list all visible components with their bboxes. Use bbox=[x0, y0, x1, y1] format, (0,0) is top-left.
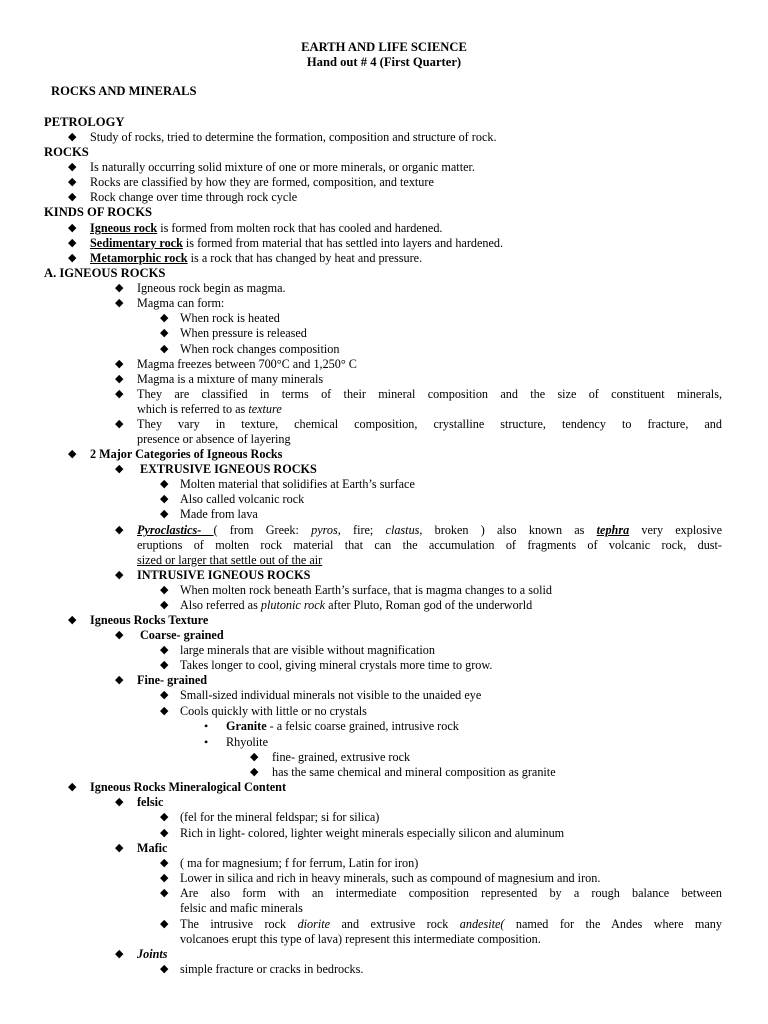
diamond-bullet-icon: ◆ bbox=[115, 569, 124, 581]
diamond-bullet-icon: ◆ bbox=[160, 312, 169, 324]
round-bullet-icon: • bbox=[204, 719, 209, 733]
rocks-heading: ROCKS bbox=[44, 145, 89, 159]
diamond-bullet-icon: ◆ bbox=[160, 827, 169, 839]
diamond-bullet-icon: ◆ bbox=[68, 781, 77, 793]
rocks-item: Is naturally occurring solid mixture of one or more minerals, or organic matter. bbox=[90, 160, 475, 174]
felsic-heading: felsic bbox=[137, 795, 164, 809]
diamond-bullet-icon: ◆ bbox=[115, 297, 124, 309]
diamond-bullet-icon: ◆ bbox=[68, 237, 77, 249]
igneous-item-cont: which is referred to as texture bbox=[137, 402, 282, 416]
term-granite: Granite bbox=[226, 719, 267, 733]
igneous-item-cont: presence or absence of layering bbox=[137, 432, 291, 446]
joints-item: simple fracture or cracks in bedrocks. bbox=[180, 962, 364, 976]
diamond-bullet-icon: ◆ bbox=[160, 659, 169, 671]
diamond-bullet-icon: ◆ bbox=[250, 751, 259, 763]
mafic-item-cont: volcanoes erupt this type of lava) represent this intermediate composition. bbox=[180, 932, 541, 946]
petrology-heading: PETROLOGY bbox=[44, 115, 125, 129]
diamond-bullet-icon: ◆ bbox=[115, 463, 124, 475]
diamond-bullet-icon: ◆ bbox=[115, 629, 124, 641]
extrusive-item: Also called volcanic rock bbox=[180, 492, 305, 506]
diamond-bullet-icon: ◆ bbox=[160, 918, 169, 930]
diamond-bullet-icon: ◆ bbox=[250, 766, 259, 778]
igneous-heading: A. IGNEOUS ROCKS bbox=[44, 266, 166, 280]
diamond-bullet-icon: ◆ bbox=[115, 373, 124, 385]
term-tephra: tephra bbox=[596, 523, 630, 537]
diamond-bullet-icon: ◆ bbox=[160, 857, 169, 869]
diamond-bullet-icon: ◆ bbox=[115, 388, 124, 400]
diamond-bullet-icon: ◆ bbox=[115, 796, 124, 808]
diamond-bullet-icon: ◆ bbox=[160, 644, 169, 656]
term-metamorphic-rock: Metamorphic rock bbox=[90, 251, 188, 265]
mineral-heading: Igneous Rocks Mineralogical Content bbox=[90, 780, 287, 794]
mafic-item: The intrusive rock diorite and extrusive rock andesite( named for the Andes where many bbox=[180, 917, 722, 931]
extrusive-item: Molten material that solidifies at Earth’s surface bbox=[180, 477, 415, 491]
intrusive-item: When molten rock beneath Earth’s surface, that is magma changes to a solid bbox=[180, 583, 552, 597]
diamond-bullet-icon: ◆ bbox=[115, 282, 124, 294]
diamond-bullet-icon: ◆ bbox=[68, 176, 77, 188]
diamond-bullet-icon: ◆ bbox=[160, 887, 169, 899]
pyroclastics-line: eruptions of molten rock material that can the accumulation of fragments of volcanic rock, dust- bbox=[137, 538, 722, 552]
diamond-bullet-icon: ◆ bbox=[160, 599, 169, 611]
petrology-item: Study of rocks, tried to determine the formation, composition and structure of rock. bbox=[90, 130, 497, 144]
rocks-item: Rock change over time through rock cycle bbox=[90, 190, 298, 204]
document-subtitle: Hand out # 4 (First Quarter) bbox=[306, 55, 462, 69]
diamond-bullet-icon: ◆ bbox=[115, 842, 124, 854]
kinds-item-sedimentary: Sedimentary rock is formed from material that has settled into layers and hardened. bbox=[90, 236, 504, 250]
pyroclastics-line: Pyroclastics- ( from Greek: pyros, fire; clastus, broken ) also known as tephra very explosive bbox=[137, 523, 722, 537]
fine-item: Cools quickly with little or no crystals bbox=[180, 704, 367, 718]
igneous-item: Magma can form: bbox=[137, 296, 225, 310]
diamond-bullet-icon: ◆ bbox=[115, 948, 124, 960]
diamond-bullet-icon: ◆ bbox=[160, 872, 169, 884]
igneous-item: Magma freezes between 700°C and 1,250° C bbox=[137, 357, 357, 371]
diamond-bullet-icon: ◆ bbox=[68, 191, 77, 203]
diamond-bullet-icon: ◆ bbox=[115, 358, 124, 370]
diamond-bullet-icon: ◆ bbox=[160, 343, 169, 355]
diamond-bullet-icon: ◆ bbox=[115, 524, 124, 536]
coarse-heading: Coarse- grained bbox=[140, 628, 224, 642]
diamond-bullet-icon: ◆ bbox=[160, 493, 169, 505]
pyroclastics-line: sized or larger that settle out of the air bbox=[137, 553, 323, 567]
mafic-item: ( ma for magnesium; f for ferrum, Latin for iron) bbox=[180, 856, 419, 870]
diamond-bullet-icon: ◆ bbox=[68, 448, 77, 460]
diamond-bullet-icon: ◆ bbox=[160, 705, 169, 717]
diamond-bullet-icon: ◆ bbox=[160, 327, 169, 339]
diamond-bullet-icon: ◆ bbox=[160, 811, 169, 823]
categories-heading: 2 Major Categories of Igneous Rocks bbox=[90, 447, 283, 461]
diamond-bullet-icon: ◆ bbox=[68, 614, 77, 626]
coarse-item: Takes longer to cool, giving mineral crystals more time to grow. bbox=[180, 658, 493, 672]
term-igneous-rock: Igneous rock bbox=[90, 221, 158, 235]
igneous-subitem: When pressure is released bbox=[180, 326, 307, 340]
igneous-item: Magma is a mixture of many minerals bbox=[137, 372, 324, 386]
diamond-bullet-icon: ◆ bbox=[115, 674, 124, 686]
diamond-bullet-icon: ◆ bbox=[160, 478, 169, 490]
extrusive-heading: EXTRUSIVE IGNEOUS ROCKS bbox=[140, 462, 317, 476]
igneous-item: They are classified in terms of their mineral composition and the size of constituent minerals, bbox=[137, 387, 722, 401]
diamond-bullet-icon: ◆ bbox=[160, 508, 169, 520]
granite-item: Granite - a felsic coarse grained, intrusive rock bbox=[226, 719, 459, 733]
mafic-item-cont: felsic and mafic minerals bbox=[180, 901, 303, 915]
term-pyroclastics: Pyroclastics- bbox=[137, 523, 214, 537]
mafic-heading: Mafic bbox=[137, 841, 168, 855]
fine-heading: Fine- grained bbox=[137, 673, 208, 687]
kinds-item-igneous: Igneous rock is formed from molten rock that has cooled and hardened. bbox=[90, 221, 443, 235]
diamond-bullet-icon: ◆ bbox=[160, 689, 169, 701]
igneous-subitem: When rock changes composition bbox=[180, 342, 340, 356]
rhyolite-item: Rhyolite bbox=[226, 735, 268, 749]
igneous-subitem: When rock is heated bbox=[180, 311, 280, 325]
kinds-heading: KINDS OF ROCKS bbox=[44, 205, 152, 219]
mafic-item: Lower in silica and rich in heavy minerals, such as compound of magnesium and iron. bbox=[180, 871, 601, 885]
texture-heading: Igneous Rocks Texture bbox=[90, 613, 209, 627]
intrusive-heading: INTRUSIVE IGNEOUS ROCKS bbox=[137, 568, 311, 582]
rocks-item: Rocks are classified by how they are formed, composition, and texture bbox=[90, 175, 434, 189]
section-title: ROCKS AND MINERALS bbox=[51, 84, 197, 98]
diamond-bullet-icon: ◆ bbox=[115, 418, 124, 430]
intrusive-item: Also referred as plutonic rock after Pluto, Roman god of the underworld bbox=[180, 598, 533, 612]
document-title: EARTH AND LIFE SCIENCE bbox=[301, 40, 467, 54]
coarse-item: large minerals that are visible without magnification bbox=[180, 643, 435, 657]
diamond-bullet-icon: ◆ bbox=[68, 222, 77, 234]
term-sedimentary-rock: Sedimentary rock bbox=[90, 236, 183, 250]
diamond-bullet-icon: ◆ bbox=[68, 252, 77, 264]
felsic-item: Rich in light- colored, lighter weight minerals especially silicon and aluminum bbox=[180, 826, 565, 840]
rhyolite-subitem: has the same chemical and mineral composition as granite bbox=[272, 765, 556, 779]
diamond-bullet-icon: ◆ bbox=[160, 963, 169, 975]
extrusive-item: Made from lava bbox=[180, 507, 258, 521]
joints-heading: Joints bbox=[137, 947, 168, 961]
igneous-item: They vary in texture, chemical composition, crystalline structure, tendency to fracture, and bbox=[137, 417, 722, 431]
diamond-bullet-icon: ◆ bbox=[160, 584, 169, 596]
kinds-item-metamorphic: Metamorphic rock is a rock that has changed by heat and pressure. bbox=[90, 251, 423, 265]
felsic-item: (fel for the mineral feldspar; si for silica) bbox=[180, 810, 380, 824]
diamond-bullet-icon: ◆ bbox=[68, 131, 77, 143]
rhyolite-subitem: fine- grained, extrusive rock bbox=[272, 750, 411, 764]
mafic-item: Are also form with an intermediate composition represented by a rough balance between bbox=[180, 886, 722, 900]
fine-item: Small-sized individual minerals not visible to the unaided eye bbox=[180, 688, 482, 702]
round-bullet-icon: • bbox=[204, 735, 209, 749]
diamond-bullet-icon: ◆ bbox=[68, 161, 77, 173]
igneous-item: Igneous rock begin as magma. bbox=[137, 281, 286, 295]
